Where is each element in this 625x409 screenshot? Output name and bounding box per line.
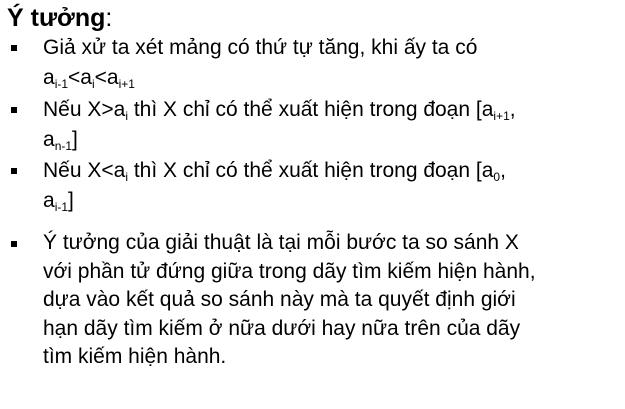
list-item-line [43,95,621,125]
list-item [43,229,621,372]
list-item [43,33,621,93]
bullet-marker [11,168,17,174]
subscript: i-1 [54,200,69,214]
less-than-a: <a [68,66,92,89]
list-item-line [43,156,621,186]
list-item-line [43,125,621,155]
text: ] [72,128,78,151]
list-item-line: dựa vào kết quả so sánh này mà ta quyết định giới [43,288,516,311]
subscript: i+1 [118,77,135,91]
list-item-line: với phần tử đứng giữa trong dãy tìm kiếm hiện hành, [43,259,536,283]
var-a: a [43,66,55,89]
subscript: i [125,109,128,123]
list-item-line: Ý tưởng của giải thuật là tại mỗi bước ta so sánh X [43,231,519,254]
less-than-a: <a [94,66,119,89]
heading-colon: : [105,4,113,32]
subscript: n-1 [54,139,73,153]
text: Nếu X>a [43,98,126,121]
list-item-line: hạn dãy tìm kiếm ở nữa dưới hay nữa trên của dãy [43,316,521,340]
text: , [509,98,516,121]
bullet-marker [11,45,17,51]
subscript: i [91,77,95,91]
subscript: i-1 [54,77,69,91]
text: Nếu X<a [43,159,126,182]
subscript: i+1 [493,109,510,123]
list-item [43,95,621,155]
bullet-marker [11,107,17,113]
text: a [43,189,55,212]
text: a [43,128,55,151]
list-item-line: Giả xử ta xét mảng có thứ tự tăng, khi ấy ta có [43,36,478,59]
subscript: 0 [493,170,501,184]
list-item [43,156,621,216]
list-item-line: tìm kiếm hiện hành. [43,345,227,368]
list-item-line [43,186,621,216]
heading-title: Ý tưởng [7,4,106,32]
bullet-marker [11,241,17,247]
text: thì X chỉ có thể xuất hiện trong đoạn [a [127,159,494,182]
subscript: i [125,170,128,184]
text: thì X chỉ có thể xuất hiện trong đoạn [a [127,98,494,121]
text: ] [68,189,74,212]
inequality-line [43,63,621,93]
text: , [500,159,506,182]
heading [7,0,112,36]
